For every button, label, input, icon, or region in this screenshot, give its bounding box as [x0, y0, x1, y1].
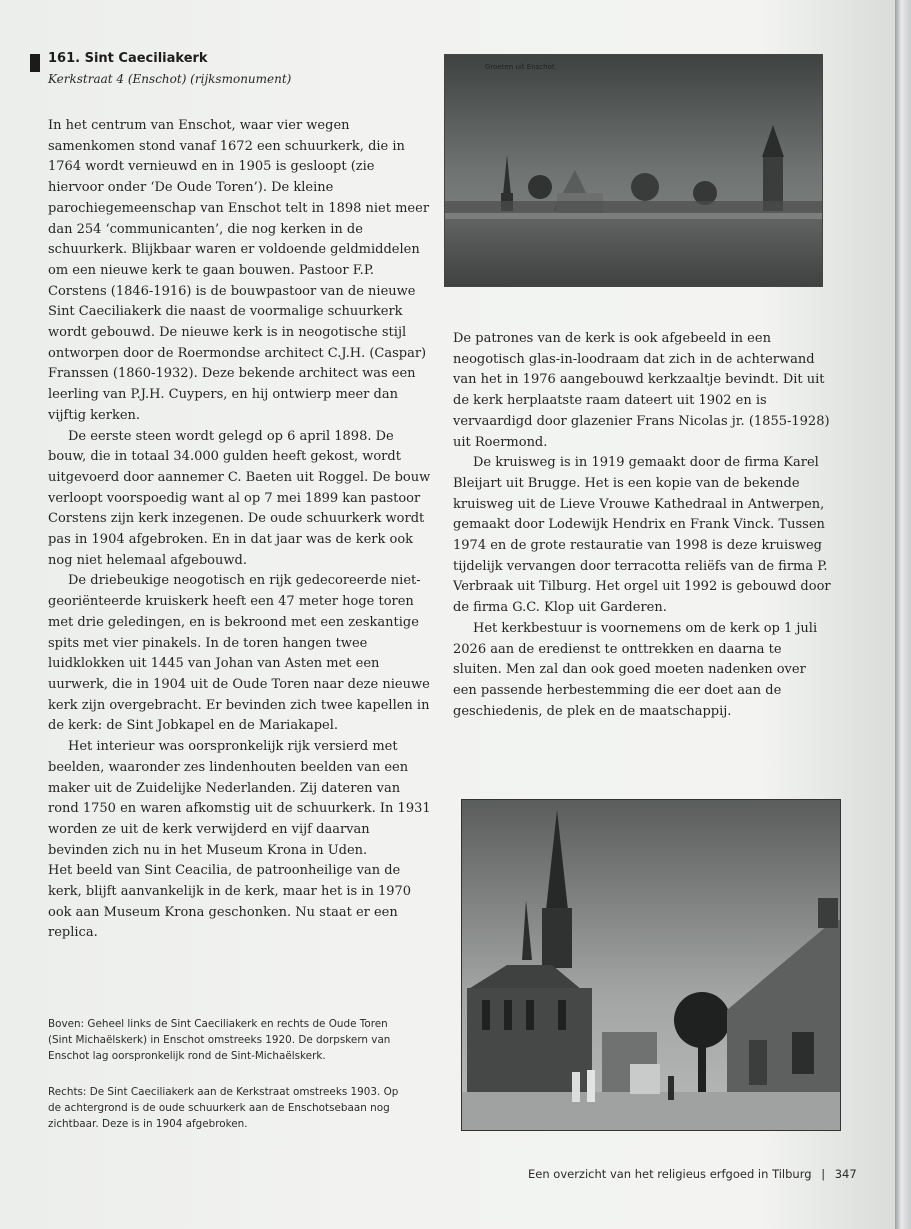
- photo-sint-caeciliakerk: [461, 799, 841, 1131]
- text-column-left: [48, 116, 431, 944]
- paragraph: Het beeld van Sint Ceacilia, de patroonheilige van de kerk, blijft aanvankelijk in de kerk, maar het is in 1970 ook aan Museum Krona geschonken. Nu staat er een replica.: [48, 863, 412, 941]
- page-edge: [895, 0, 911, 1229]
- article-subheading: Kerkstraat 4 (Enschot) (rijksmonument): [48, 72, 292, 86]
- article-heading: 161. Sint Caeciliakerk: [48, 51, 208, 66]
- photo-enschot-panorama-image: [445, 55, 822, 286]
- caption-right-photo: Rechts: De Sint Caeciliakerk aan de Kerkstraat omstreeks 1903. Op de achtergrond is de oude schuurkerk aan de Enschotsebaan nog zichtbaar. Deze is in 1904 afgebroken.: [48, 1086, 399, 1130]
- paragraph: De driebeukige neogotisch en rijk gedecoreerde niet-georiënteerde kruiskerk heeft een 47 meter hoge toren met drie geledingen, en is bekroond met een zeskantige spits met vier pinakels. In de toren hangen twee luidklokken uit 1445 van Johan van Asten met een uurwerk, die in 1904 uit de Oude Toren naar deze nieuwe kerk zijn overgebracht. Er bevinden zich twee kapellen in de kerk: de Sint Jobkapel en de Mariakapel.: [48, 573, 430, 734]
- paragraph: De kruisweg is in 1919 gemaakt door de firma Karel Bleijart uit Brugge. Het is een kopie van de bekende kruisweg uit de Lieve Vrouwe Kathedraal in Antwerpen, gemaakt door Lodewijk Hendrix en Frank Vinck. Tussen 1974 en de grote restauratie van 1998 is deze kruisweg tijdelijk vervangen door terracotta reliëfs van de firma P. Verbraak uit Tilburg. Het orgel uit 1992 is gebouwd door de firma G.C. Klop uit Garderen.: [453, 455, 831, 616]
- paragraph: De patrones van de kerk is ook afgebeeld in een neogotisch glas-in-loodraam dat zich in de achterwand van het in 1976 aangebouwd kerkzaaltje bevindt. Dit uit de kerk herplaatste raam dateert uit 1902 en is vervaardigd door glazenier Frans Nicolas jr. (1855-1928) uit Roermond.: [453, 331, 830, 450]
- paragraph: In het centrum van Enschot, waar vier wegen samenkomen stond vanaf 1672 een schuurkerk, die in 1764 wordt vernieuwd en in 1905 is gesloopt (zie hiervoor onder ‘De Oude Toren’). De kleine parochiegemeenschap van Enschot telt in 1898 niet meer dan 254 ‘communicanten’, die nog kerken in de schuurkerk. Blijkbaar waren er voldoende geldmiddelen om een nieuwe kerk te gaan bouwen. Pastoor F.P. Corstens (1846-1916) is de bouwpastoor van de nieuwe Sint Caeciliakerk die naast de voormalige schuurkerk wordt gebouwd. De nieuwe kerk is in neogotische stijl ontworpen door de Roermondse architect C.J.H. (Caspar) Franssen (1860-1932). Deze bekende architect was een leerling van P.J.H. Cuypers, en hij ontwierp meer dan vijftig kerken.: [48, 118, 430, 423]
- paragraph: De eerste steen wordt gelegd op 6 april 1898. De bouw, die in totaal 34.000 gulden heeft gekost, wordt uitgevoerd door aannemer C. Baeten uit Roggel. De bouw verloopt voorspoedig want al op 7 mei 1899 kan pastoor Corstens zijn kerk inzegenen. De oude schuurkerk wordt pas in 1904 afgebroken. En in dat jaar was de kerk ook nog niet helemaal afgebouwd.: [48, 428, 431, 568]
- photo-sint-caeciliakerk-image: [462, 800, 840, 1130]
- footer-book-title: Een overzicht van het religieus erfgoed in Tilburg: [528, 1167, 812, 1181]
- section-marker: [30, 54, 40, 72]
- paragraph: Het kerkbestuur is voornemens om de kerk op 1 juli 2026 aan de eredienst te onttrekken en daarna te sluiten. Men zal dan ook goed moeten nadenken over een passende herbestemming die eer doet aan de geschiedenis, de plek en de maatschappij.: [453, 620, 818, 719]
- page-number: 347: [834, 1167, 857, 1181]
- photo-postcard-label: Groeten uit Enschot.: [485, 63, 557, 71]
- photo-enschot-panorama: [444, 54, 823, 287]
- footer-separator: |: [821, 1167, 826, 1181]
- text-column-right: [453, 329, 833, 722]
- paragraph: Het interieur was oorspronkelijk rijk versierd met beelden, waaronder zes lindenhouten beelden van een maker uit de Zuidelijke Nederlanden. Zij dateren van rond 1750 en waren afkomstig uit de schuurkerk. In 1931 worden ze uit de kerk verwijderd en vijf daarvan bevinden zich nu in het Museum Krona in Uden.: [48, 739, 431, 858]
- caption-top-photo: Boven: Geheel links de Sint Caeciliakerk en rechts de Oude Toren (Sint Michaëlskerk) in Enschot omstreeks 1920. De dorpskern van Enschot lag oorspronkelijk rond de Sint-Michaëlskerk.: [48, 1018, 391, 1062]
- page-footer: [528, 1167, 857, 1181]
